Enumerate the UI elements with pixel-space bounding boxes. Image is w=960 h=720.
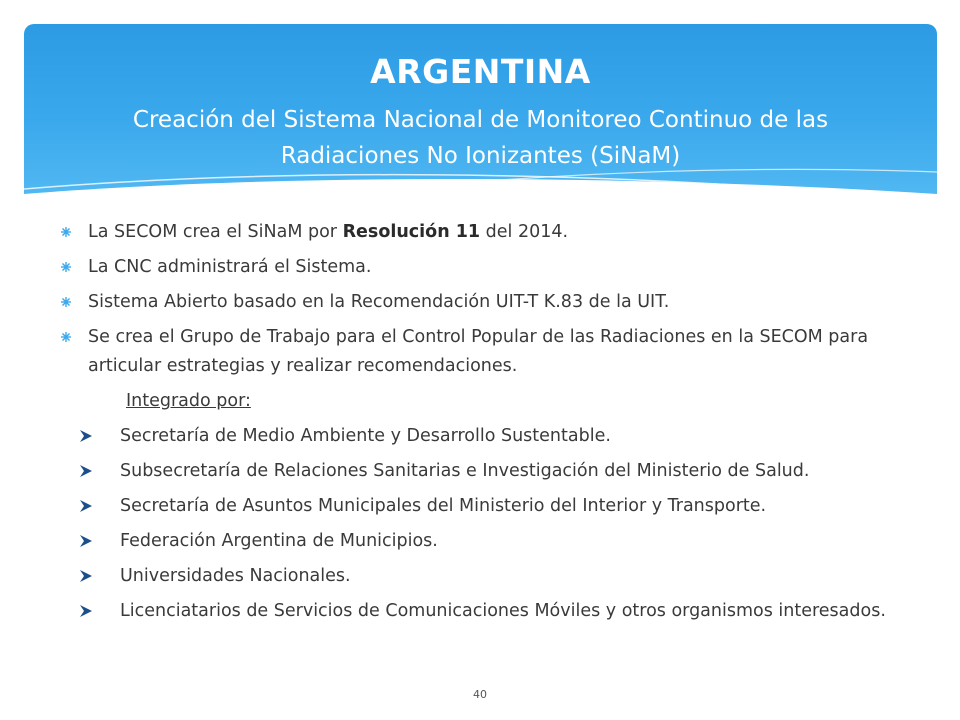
member-item bbox=[60, 562, 920, 591]
member-item bbox=[60, 457, 920, 486]
arrowhead-bullet-icon bbox=[78, 428, 94, 444]
bullet-text: La CNC administrará el Sistema. bbox=[88, 257, 372, 277]
integrado-heading bbox=[60, 387, 920, 416]
member-item bbox=[60, 422, 920, 451]
bullet-bold-text: Resolución 11 bbox=[342, 222, 481, 242]
member-text: Licenciatarios de Servicios de Comunicaciones Móviles y otros organismos interesados. bbox=[120, 601, 886, 621]
title-banner bbox=[24, 24, 937, 234]
member-item bbox=[60, 492, 920, 521]
member-text: Universidades Nacionales. bbox=[120, 566, 351, 586]
arrowhead-bullet-icon bbox=[78, 603, 94, 619]
arrowhead-bullet-icon bbox=[78, 533, 94, 549]
member-item bbox=[60, 597, 920, 626]
arrowhead-bullet-icon bbox=[78, 568, 94, 584]
arrowhead-bullet-icon bbox=[78, 463, 94, 479]
member-text: Subsecretaría de Relaciones Sanitarias e Investigación del Ministerio de Salud. bbox=[120, 461, 810, 481]
bullet-text: La SECOM crea el SiNaM por bbox=[88, 222, 343, 242]
bullet-text: Se crea el Grupo de Trabajo para el Control Popular de las Radiaciones en la SECOM para articular estrategias y realizar recomendaciones. bbox=[88, 327, 869, 376]
bullet-text-end: del 2014. bbox=[480, 222, 569, 242]
page-number: 40 bbox=[473, 688, 487, 701]
asterisk-bullet-icon bbox=[60, 296, 72, 308]
asterisk-bullet-icon bbox=[60, 261, 72, 273]
bullet-item bbox=[60, 218, 920, 247]
bullet-item bbox=[60, 253, 920, 282]
bullet-item bbox=[60, 288, 920, 317]
slide-subtitle: Creación del Sistema Nacional de Monitoreo Continuo de las Radiaciones No Ionizantes (SiNaM) bbox=[132, 107, 829, 169]
member-text: Federación Argentina de Municipios. bbox=[120, 531, 438, 551]
bullet-item bbox=[60, 323, 920, 381]
slide-content bbox=[60, 218, 920, 632]
bullet-text: Sistema Abierto basado en la Recomendación UIT-T K.83 de la UIT. bbox=[88, 292, 670, 312]
asterisk-bullet-icon bbox=[60, 331, 72, 343]
slide-title: ARGENTINA bbox=[370, 52, 591, 91]
member-item bbox=[60, 527, 920, 556]
member-text: Secretaría de Asuntos Municipales del Ministerio del Interior y Transporte. bbox=[120, 496, 767, 516]
integrado-label: Integrado por: bbox=[126, 391, 251, 411]
arrowhead-bullet-icon bbox=[78, 498, 94, 514]
asterisk-bullet-icon bbox=[60, 226, 72, 238]
member-text: Secretaría de Medio Ambiente y Desarrollo Sustentable. bbox=[120, 426, 611, 446]
